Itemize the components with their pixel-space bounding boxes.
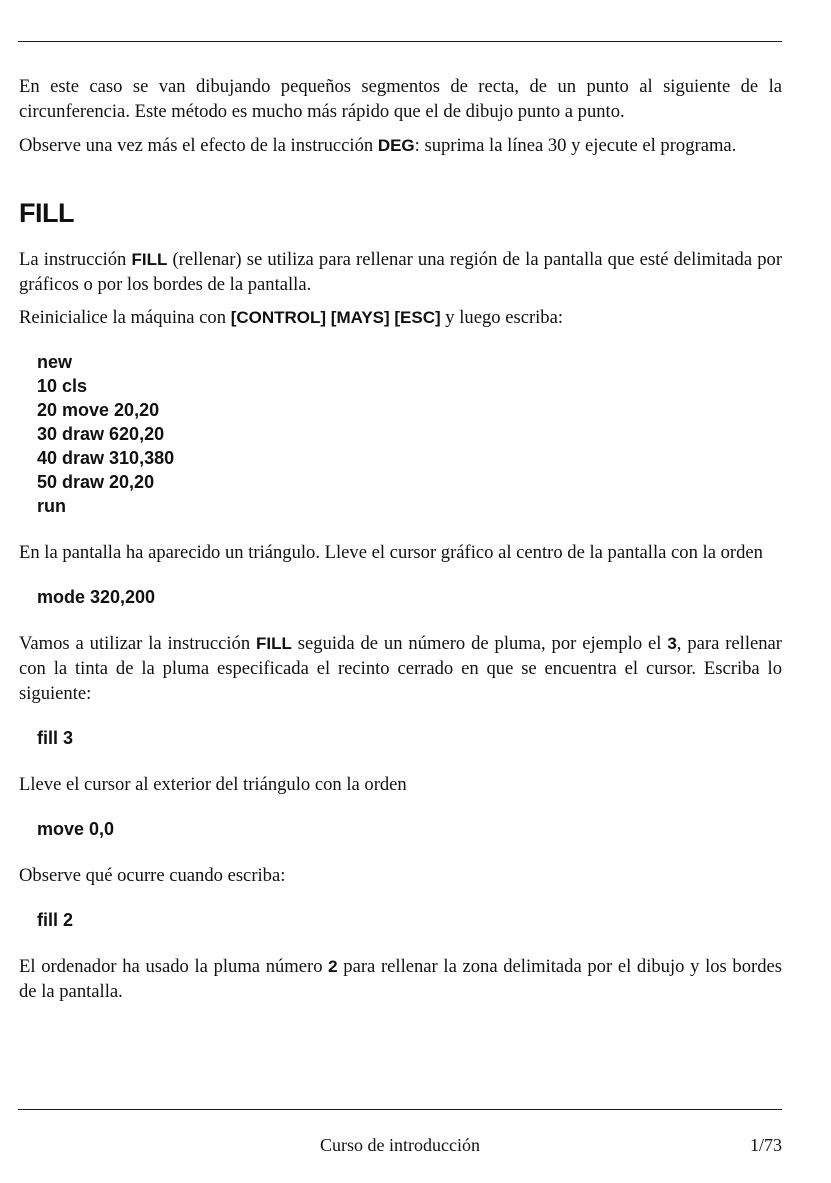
paragraph-9-text-end: para rellenar la zona delimitada por el dibujo y los bordes de la pantalla. bbox=[19, 956, 782, 1002]
code-line: 10 cls bbox=[37, 376, 88, 396]
paragraph-1: En este caso se van dibujando pequeños segmentos de recta, de un punto al siguiente de la circunferencia. Este método es mucho más rápido que el de dibujo punto a punto. bbox=[19, 76, 782, 122]
paragraph-3-text-end: (rellenar) se utiliza para rellenar una región de la pantalla que esté delimitada por gráficos o por los bordes de la pantalla. bbox=[19, 249, 783, 295]
code-fill-2: fill 2 bbox=[37, 910, 74, 930]
paragraph-6-text-mid: seguida de un número de pluma, por ejemplo el bbox=[291, 633, 668, 654]
section-heading: FILL bbox=[19, 198, 74, 228]
paragraph-3-text: La instrucción bbox=[19, 249, 132, 270]
code-line: 20 move 20,20 bbox=[37, 400, 160, 420]
fill-keyword: FILL bbox=[131, 250, 168, 269]
code-line: 30 draw 620,20 bbox=[37, 424, 165, 444]
code-listing bbox=[19, 350, 782, 518]
paragraph-6-text: Vamos a utilizar la instrucción bbox=[19, 633, 257, 654]
paragraph-5: En la pantalla ha aparecido un triángulo. Lleve el cursor gráfico al centro de la pantalla con la orden bbox=[19, 542, 763, 563]
top-rule bbox=[18, 41, 782, 42]
code-line: 40 draw 310,380 bbox=[37, 448, 175, 468]
paragraph-9-text: El ordenador ha usado la pluma número bbox=[19, 956, 329, 977]
code-line: 50 draw 20,20 bbox=[37, 472, 155, 492]
code-move: move 0,0 bbox=[37, 819, 115, 839]
paragraph-7: Lleve el cursor al exterior del triángulo con la orden bbox=[19, 774, 407, 795]
paragraph-4-text: Reinicialice la máquina con bbox=[19, 307, 231, 328]
paragraph-4-text-end: y luego escriba: bbox=[440, 307, 564, 328]
code-fill-3: fill 3 bbox=[37, 728, 74, 748]
pen-number: 2 bbox=[328, 957, 338, 976]
bottom-rule bbox=[18, 1109, 782, 1110]
paragraph-8: Observe qué ocurre cuando escriba: bbox=[19, 865, 286, 886]
paragraph-6-text-end: , para rellenar con la tinta de la pluma especificada el recinto cerrado en que se encuentra el cursor. Escriba lo siguiente: bbox=[19, 633, 782, 704]
code-mode: mode 320,200 bbox=[37, 587, 156, 607]
paragraph-2-text: Observe una vez más el efecto de la instrucción bbox=[19, 135, 378, 156]
page-number: 1/73 bbox=[749, 1135, 782, 1155]
paragraph-4 bbox=[19, 305, 782, 330]
paragraph-6 bbox=[19, 631, 782, 706]
key-combination: [CONTROL] [MAYS] [ESC] bbox=[230, 308, 441, 327]
fill-keyword: FILL bbox=[256, 634, 292, 653]
deg-keyword: DEG bbox=[377, 136, 415, 155]
paragraph-9 bbox=[19, 954, 782, 1004]
code-line: new bbox=[37, 352, 73, 372]
paragraph-2-text-end: : suprima la línea 30 y ejecute el programa. bbox=[414, 135, 737, 156]
page-content bbox=[19, 74, 782, 1004]
paragraph-3 bbox=[19, 247, 782, 297]
pen-number: 3 bbox=[667, 634, 677, 653]
code-line: run bbox=[37, 496, 66, 516]
paragraph-2 bbox=[19, 133, 782, 158]
footer-title: Curso de introducción bbox=[320, 1135, 480, 1155]
